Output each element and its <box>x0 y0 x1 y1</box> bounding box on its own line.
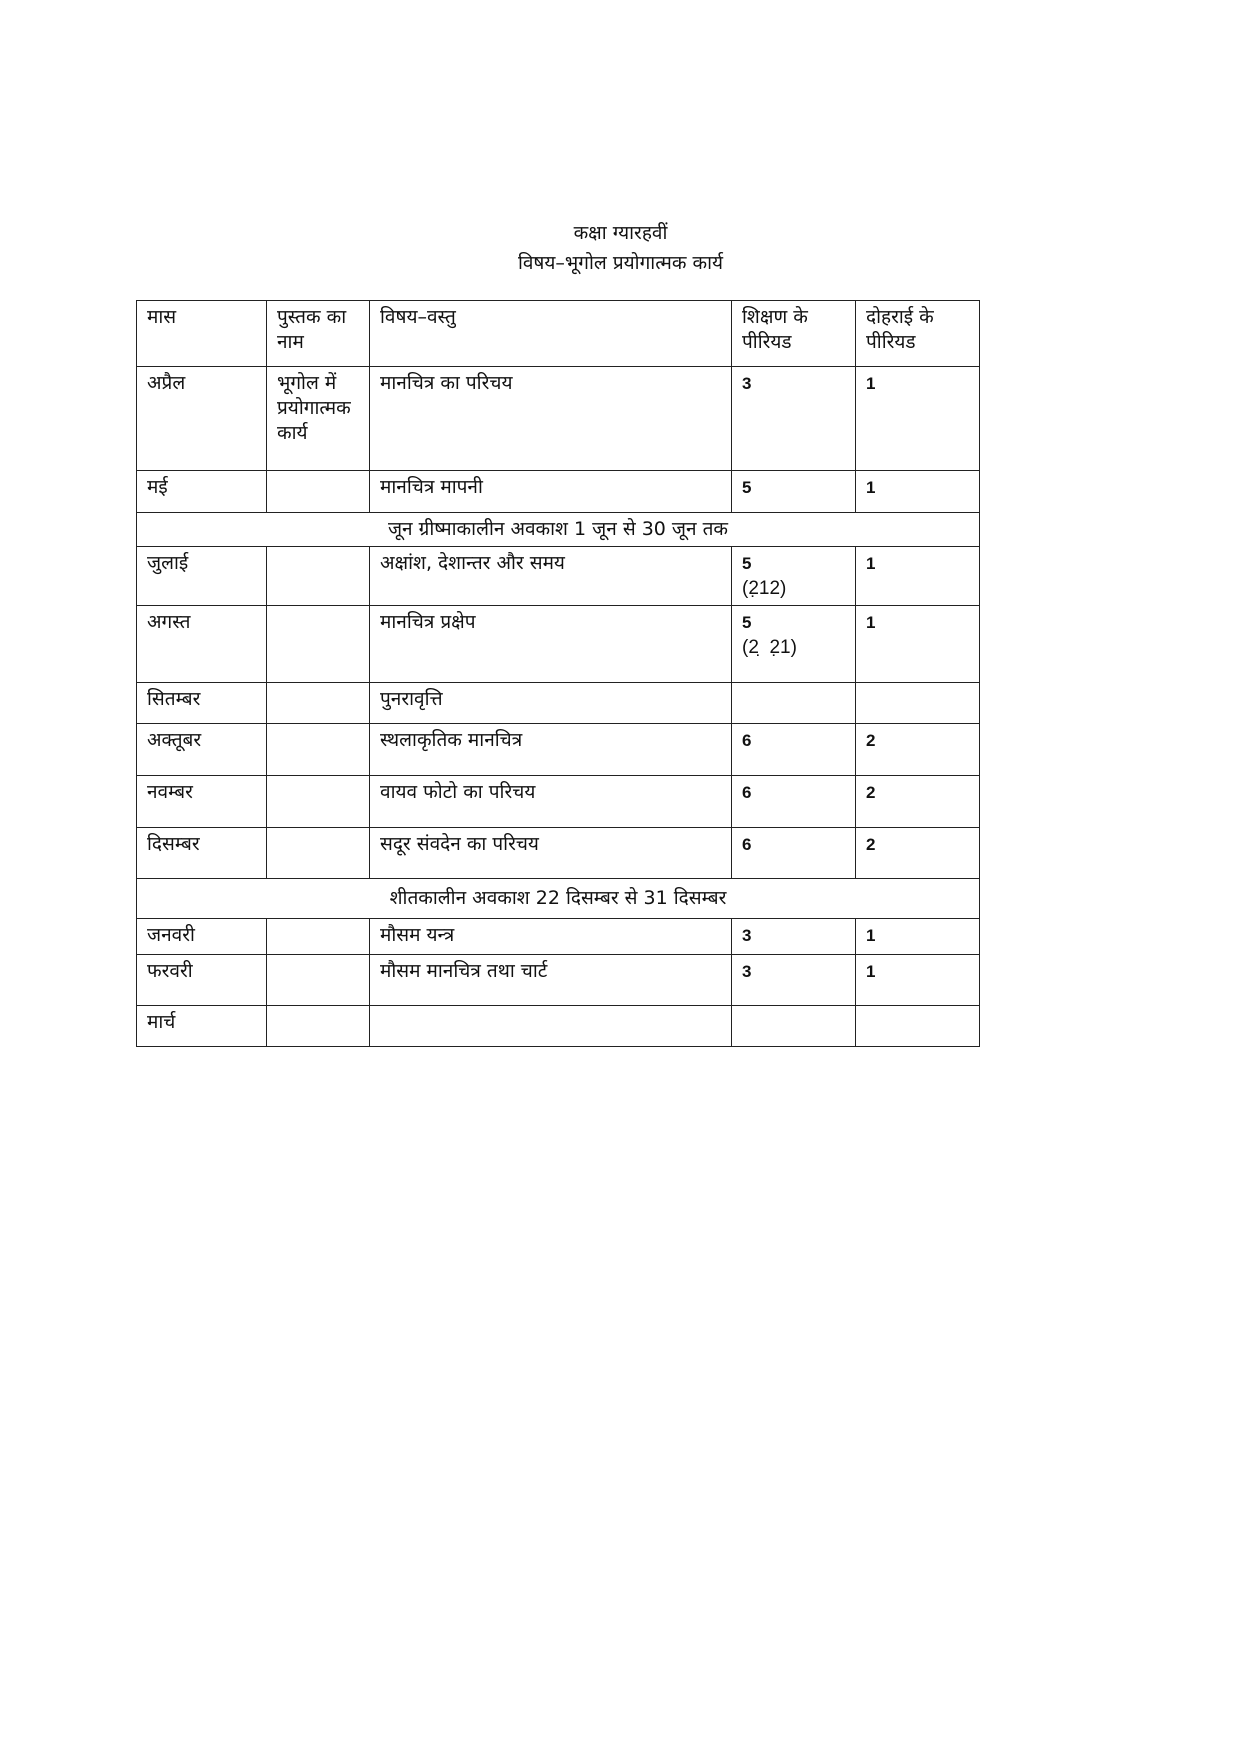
teaching-value: 3 <box>742 926 752 945</box>
cell-month: अगस्त <box>137 606 267 683</box>
cell-book <box>267 547 370 606</box>
cell-teaching <box>732 776 856 828</box>
cell-month: अप्रैल <box>137 367 267 471</box>
syllabus-table <box>136 300 980 1047</box>
teaching-value: 3 <box>742 374 752 393</box>
cell-teaching <box>732 919 856 955</box>
cell-topic: मौसम यन्त्र <box>370 919 732 955</box>
cell-book <box>267 919 370 955</box>
cell-teaching <box>732 547 856 606</box>
cell-book <box>267 471 370 513</box>
header-book: पुस्तक का नाम <box>267 301 370 367</box>
table-row <box>137 776 980 828</box>
cell-month: जनवरी <box>137 919 267 955</box>
table-row <box>137 955 980 1006</box>
cell-month: मई <box>137 471 267 513</box>
vacation-row <box>137 513 980 547</box>
cell-book: भूगोल में प्रयोगात्मक कार्य <box>267 367 370 471</box>
cell-revision: 2 <box>856 828 980 879</box>
table-row <box>137 471 980 513</box>
table-row <box>137 547 980 606</box>
cell-revision: 1 <box>856 606 980 683</box>
cell-teaching <box>732 955 856 1006</box>
cell-book <box>267 1006 370 1047</box>
cell-revision <box>856 1006 980 1047</box>
cell-revision: 1 <box>856 919 980 955</box>
class-title: कक्षा ग्यारहवीं <box>573 222 668 244</box>
cell-book <box>267 828 370 879</box>
cell-month: अक्तूबर <box>137 724 267 776</box>
cell-revision: 1 <box>856 367 980 471</box>
cell-book <box>267 606 370 683</box>
vacation-row <box>137 879 980 919</box>
cell-topic: सदूर संवदेन का परिचय <box>370 828 732 879</box>
cell-topic <box>370 1006 732 1047</box>
teaching-value: 6 <box>742 731 752 750</box>
cell-book <box>267 724 370 776</box>
cell-teaching <box>732 1006 856 1047</box>
cell-teaching <box>732 367 856 471</box>
teaching-value: 5 <box>742 478 752 497</box>
cell-month: दिसम्बर <box>137 828 267 879</box>
cell-topic: अक्षांश, देशान्तर और समय <box>370 547 732 606</box>
teaching-subnote: (2 ̣ 2̣1) <box>742 637 797 658</box>
table-row <box>137 828 980 879</box>
header-teaching-periods: शिक्षण के पीरियड <box>732 301 856 367</box>
cell-revision: 1 <box>856 547 980 606</box>
cell-teaching <box>732 828 856 879</box>
cell-topic: मानचित्र का परिचय <box>370 367 732 471</box>
table-row <box>137 919 980 955</box>
cell-month: जुलाई <box>137 547 267 606</box>
cell-topic: स्थलाकृतिक मानचित्र <box>370 724 732 776</box>
cell-book <box>267 776 370 828</box>
header-revision-periods: दोहराई के पीरियड <box>856 301 980 367</box>
table-row <box>137 724 980 776</box>
cell-revision: 1 <box>856 955 980 1006</box>
document-heading <box>0 218 1241 278</box>
subject-title: विषय–भूगोल प्रयोगात्मक कार्य <box>517 252 724 274</box>
table-row <box>137 606 980 683</box>
teaching-value: 6 <box>742 783 752 802</box>
teaching-value: 3 <box>742 962 752 981</box>
cell-month: फरवरी <box>137 955 267 1006</box>
teaching-value: 6 <box>742 835 752 854</box>
cell-book <box>267 683 370 724</box>
cell-teaching <box>732 606 856 683</box>
cell-topic: पुनरावृत्ति <box>370 683 732 724</box>
header-topic: विषय–वस्तु <box>370 301 732 367</box>
cell-teaching <box>732 724 856 776</box>
cell-month: नवम्बर <box>137 776 267 828</box>
teaching-value: 5 <box>742 613 752 632</box>
cell-topic: वायव फोटो का परिचय <box>370 776 732 828</box>
teaching-subnote: (2̣12) <box>742 578 787 599</box>
cell-topic: मौसम मानचित्र तथा चार्ट <box>370 955 732 1006</box>
winter-vacation-note: शीतकालीन अवकाश 22 दिसम्बर से 31 दिसम्बर <box>137 879 980 919</box>
cell-teaching <box>732 471 856 513</box>
cell-topic: मानचित्र मापनी <box>370 471 732 513</box>
table-row <box>137 1006 980 1047</box>
cell-revision: 2 <box>856 724 980 776</box>
teaching-value: 5 <box>742 554 752 573</box>
table-row <box>137 367 980 471</box>
table-header-row <box>137 301 980 367</box>
cell-topic: मानचित्र प्रक्षेप <box>370 606 732 683</box>
table-row <box>137 683 980 724</box>
cell-month: मार्च <box>137 1006 267 1047</box>
summer-vacation-note: जून ग्रीष्माकालीन अवकाश 1 जून से 30 जून तक <box>137 513 980 547</box>
cell-teaching <box>732 683 856 724</box>
cell-month: सितम्बर <box>137 683 267 724</box>
cell-revision: 2 <box>856 776 980 828</box>
header-month: मास <box>137 301 267 367</box>
cell-revision <box>856 683 980 724</box>
cell-revision: 1 <box>856 471 980 513</box>
cell-book <box>267 955 370 1006</box>
